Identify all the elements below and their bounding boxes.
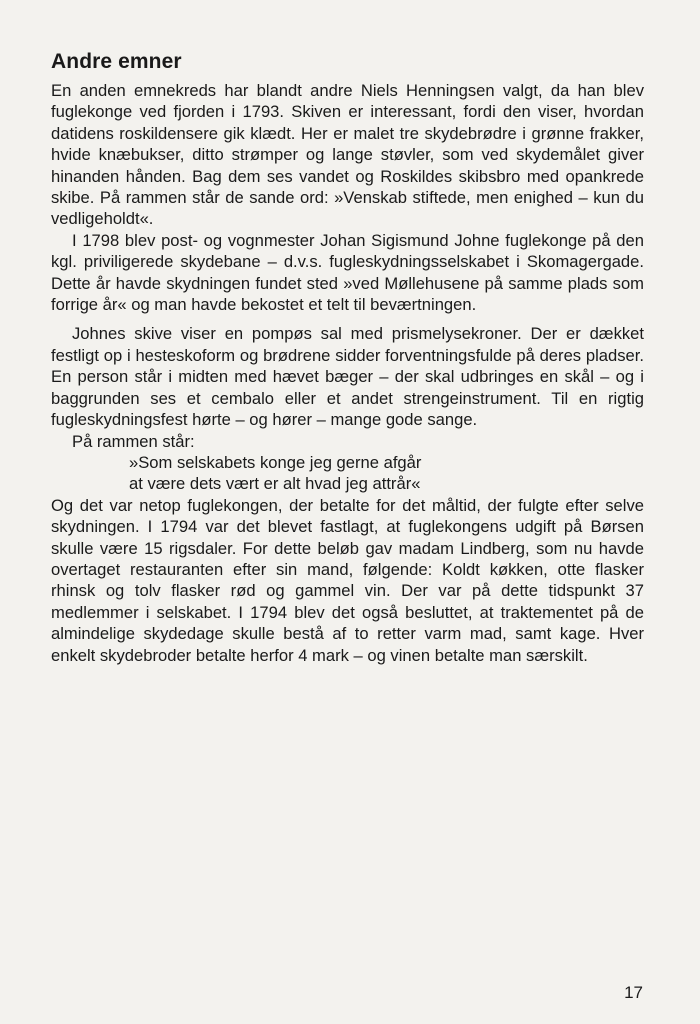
paragraph-4: På rammen står: [72,431,195,451]
page-number: 17 [624,983,643,1002]
book-page [51,48,644,666]
paragraph-1: En anden emnekreds har blandt andre Niels Henningsen valgt, da han blev fuglekonge ved fjorden i 1793. Skiven er interessant, fordi den viser, hvordan datidens roskildensere gik klædt. Her er malet tre skydebrødre i grønne frakker, hvide knæbukser, ditto strømper og lange støvler, som ved skydemålet giver hinanden hånden. Bag dem ses vandet og Roskildes skibsbro med opankrede skibe. På rammen står de sande ord: »Venskab stiftede, men enighed – kun du vedligeholdt«. [51,81,644,229]
section-heading: Andre emner [51,50,182,73]
paragraph-5: Og det var netop fuglekongen, der betalte for det måltid, der fulgte efter selve skydningen. I 1794 var det blevet fastlagt, at fuglekongens udgift på Børsen skulle være 15 rigsdaler. For dette beløb gav madam Lindberg, som nu havde overtaget restauranten efter sin mand, følgende: Koldt køkken, otte flasker rhinsk og tolv flasker rød og gammel vin. Der var på dette tidspunkt 37 medlemmer i selskabet. I 1794 blev det også besluttet, at traktementet på de almindelige skydedage skulle bestå af to retter varm mad, samt kage. Hver enkelt skydebroder betalte herfor 4 mark – og vinen betalte man særskilt. [51,495,644,665]
paragraph-3: Johnes skive viser en pompøs sal med prismelysekroner. Der er dækket festligt op i hesteskoform og brødrene sidder forventningsfulde på deres pladser. En person står i midten med hævet bæger – der skal udbringes en skål – og i baggrunden ses et cembalo eller et andet strengeinstrument. Til en rigtig fugleskydningsfest hørte – og hører – mange gode sange. [51,324,644,430]
verse-line-1: »Som selskabets konge jeg gerne afgår [129,452,422,472]
paragraph-2: I 1798 blev post- og vognmester Johan Sigismund Johne fuglekonge på den kgl. priviligerede skydebane – d.v.s. fugleskydningsselskabet i Skomagergade. Dette år havde skydningen fundet sted »ved Møllehusene på samme plads som forrige år« og man havde bekostet et telt til beværtningen. [51,230,644,315]
verse-line-2: at være dets vært er alt hvad jeg attrår« [129,474,421,494]
